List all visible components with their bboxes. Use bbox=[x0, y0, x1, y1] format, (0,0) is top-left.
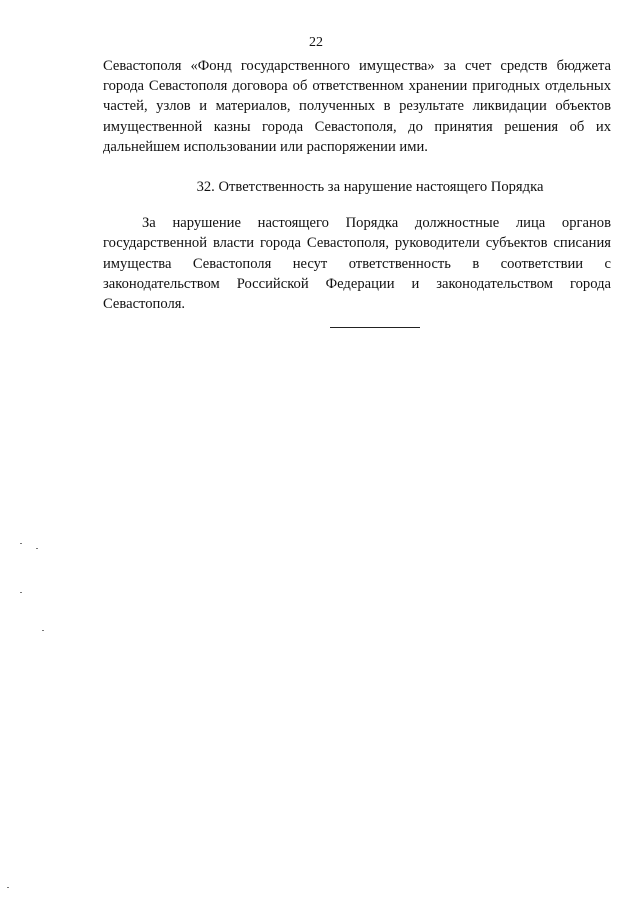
scan-speck bbox=[36, 548, 38, 549]
scan-speck bbox=[42, 630, 44, 631]
document-body bbox=[103, 56, 611, 328]
page-number: 22 bbox=[309, 35, 323, 50]
scan-speck bbox=[7, 887, 9, 888]
section-paragraph: За нарушение настоящего Порядка должностные лица органов государственной власти города Севастополя, руководители субъектов списания имущества Севастополя несут ответственность в соответствии с законодательством Российской Федерации и законодательством города Севастополя. bbox=[103, 215, 611, 313]
section-heading: 32. Ответственность за нарушение настоящего Порядка bbox=[196, 179, 544, 196]
continuation-paragraph: Севастополя «Фонд государственного имущества» за счет средств бюджета города Севастополя договора об ответственном хранении пригодных отдельных частей, узлов и материалов, полученных в результате ликвидации объектов имущественной казны города Севастополя, до принятия решения об их дальнейшем использовании или распоряжении ими. bbox=[103, 58, 611, 155]
scan-speck bbox=[20, 592, 22, 593]
scan-speck bbox=[20, 543, 22, 544]
closing-rule bbox=[330, 327, 420, 328]
